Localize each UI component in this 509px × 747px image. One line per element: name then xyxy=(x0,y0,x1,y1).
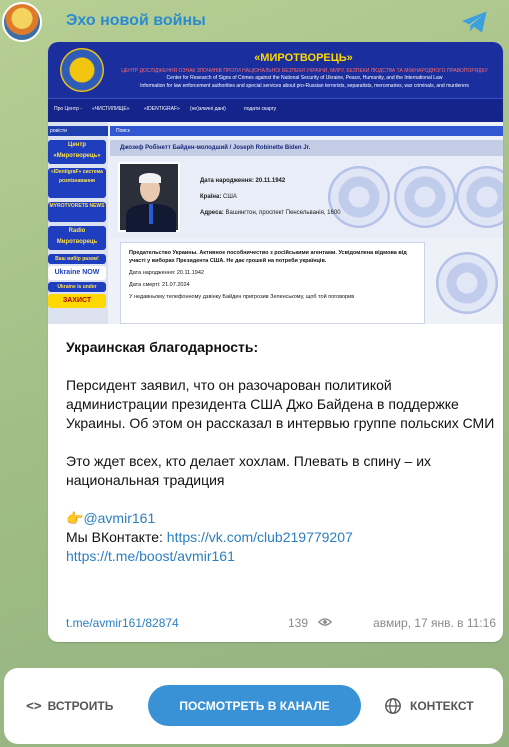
site-nav-item: подати скаргу xyxy=(244,106,277,112)
site-nav-item: (не)злачні дані) xyxy=(190,106,226,112)
channel-avatar[interactable] xyxy=(2,2,42,42)
site-nav-item: «IDENTIGRAF» xyxy=(144,106,180,112)
vk-line xyxy=(66,528,496,547)
dob-field: Дата народження: 20.11.1942 xyxy=(200,178,286,184)
site-side-button: Ваш вибір разом! xyxy=(48,254,106,264)
embed-label: ВСТРОИТЬ xyxy=(47,699,114,713)
post-text xyxy=(66,338,496,566)
charge-text: Предательство Украины. Активное пособничество з російськими агентами. Усвідомлена відмова від участі у виборах Президента США. Не дає грошей на потреби українців. xyxy=(129,250,407,264)
eye-icon xyxy=(318,617,332,627)
site-name: «МИРОТВОРЕЦЬ» xyxy=(254,52,353,64)
charge-dod: Дата смерті: 21.07.2024 xyxy=(129,282,190,288)
site-nav xyxy=(48,98,503,122)
seal-icon xyxy=(456,166,503,228)
site-side-button: ЗАХИСТ xyxy=(48,294,106,308)
post-link[interactable]: t.me/avmir161/82874 xyxy=(66,616,179,630)
person-photo xyxy=(118,162,180,232)
site-person-card xyxy=(110,156,503,238)
channel-header xyxy=(0,0,509,44)
charge-dob: Дата народження: 20.11.1942 xyxy=(129,270,204,276)
site-charge-box xyxy=(120,242,425,324)
site-side-button: MYROTVORETS NEWS xyxy=(48,202,106,222)
post-meta xyxy=(66,613,496,633)
boost-link[interactable]: https://t.me/boost/avmir161 xyxy=(66,548,235,564)
globe-icon xyxy=(384,697,402,715)
site-subtitle-en: Center for Research of Signs of Crimes against the National Security of Ukraine, Peace, Humanity, and the International Law xyxy=(166,75,443,81)
site-side-button: Центр «Миротворець» xyxy=(48,140,106,164)
vk-label: Мы ВКонтакте: xyxy=(66,529,167,545)
site-search-heading: Поиск xyxy=(110,126,503,136)
site-side-button: «IDentigraF» система розпізнавання xyxy=(48,168,106,198)
post-paragraph: Это ждет всех, кто делает хохлам. Плевать в спину – их национальная традиция xyxy=(66,453,432,488)
address-field: Адреса: Вашингтон, проспект Пенсельванія, 1600 xyxy=(200,210,341,216)
site-sidebar xyxy=(48,122,108,324)
message-bubble xyxy=(48,42,503,642)
view-count: 139 xyxy=(288,616,309,630)
charge-tail: У недавньому телефонному дзвінку Байден пригрозив Зеленському, щоб той поговорив xyxy=(129,294,355,300)
site-nav-item: Про Центр - xyxy=(54,106,82,112)
site-banner xyxy=(48,42,503,98)
context-label: КОНТЕКСТ xyxy=(410,699,474,713)
country-field: Країна: США xyxy=(200,194,237,200)
site-side-button: Ukraine NOW xyxy=(48,266,106,280)
code-icon: <> xyxy=(26,698,42,714)
site-side-button: Ukraine is under xyxy=(48,282,106,292)
seal-icon xyxy=(428,242,503,324)
site-subtitle-info: Information for law enforcement authorities and special services about pro-Russian terrorists, separatists, mercenaries, war criminals, and murderers xyxy=(140,83,469,89)
channel-title[interactable]: Эхо новой войны xyxy=(66,12,206,29)
context-button[interactable] xyxy=(384,696,474,716)
site-person-name: Джозеф Робінетт Байден-молодший / Joseph Robinette Biden Jr. xyxy=(110,140,503,156)
seal-icon xyxy=(328,166,390,228)
site-logo xyxy=(60,48,104,92)
widget-footer xyxy=(4,668,503,744)
author-link[interactable]: @avmir161 xyxy=(83,510,156,526)
seal-icon xyxy=(394,166,456,228)
site-sidebar-heading: ровісти xyxy=(48,126,108,136)
author-line xyxy=(66,509,496,528)
site-nav-item: «ЧИСТИЛИЩЕ» xyxy=(92,106,130,112)
embed-button[interactable] xyxy=(26,696,113,716)
site-subtitle-ua: ЦЕНТР ДОСЛІДЖЕННЯ ОЗНАК ЗЛОЧИНІВ ПРОТИ НАЦІОНАЛЬНОЇ БЕЗПЕКИ УКРАЇНИ, МИРУ, БЕЗПЕКИ ЛЮДСТВА ТА МІЖНАРОДНОГО ПРАВОПОРЯДКУ xyxy=(121,68,488,74)
view-in-channel-button[interactable]: ПОСМОТРЕТЬ В КАНАЛЕ xyxy=(148,685,361,726)
post-title: Украинская благодарность: xyxy=(66,339,259,355)
telegram-icon[interactable] xyxy=(461,10,489,34)
post-paragraph: Персидент заявил, что он разочарован политикой администрации президента США Джо Байдена в поддержке Украины. Об этом он рассказал в интервью группе польских СМИ xyxy=(66,377,495,431)
vk-link[interactable]: https://vk.com/club219779207 xyxy=(166,529,353,545)
post-timestamp: авмир, 17 янв. в 11:16 xyxy=(373,616,496,630)
site-side-button: Radio Миротворець xyxy=(48,226,106,250)
post-image[interactable] xyxy=(48,42,503,324)
pointing-hand-icon: 👉 xyxy=(66,510,84,526)
